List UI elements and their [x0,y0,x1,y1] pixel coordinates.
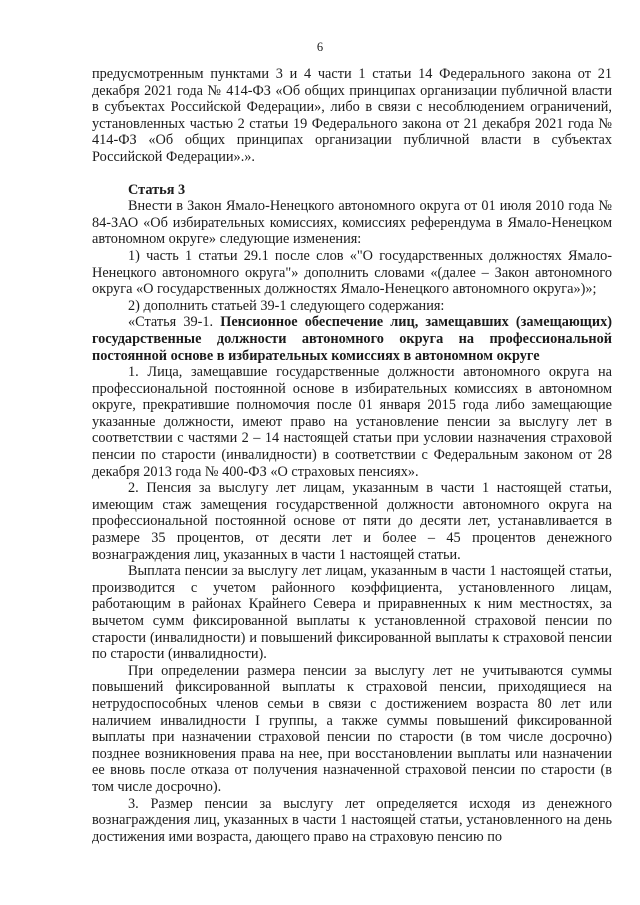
paragraph-item-1: 1) часть 1 статьи 29.1 после слов «"О государственных должностях Ямало-Ненецкого автономного округа"» дополнить словами «(далее – Закон автономного округа «О государственных должностях Ямало-Ненецкого автономного округа»)»; [92,247,612,298]
paragraph-part-3: 3. Размер пенсии за выслугу лет определяется исходя из денежного вознаграждения лиц, указанных в части 1 настоящей статьи, установленного на день достижения ими возраста, дающего право на страховую пенсию по [92,795,612,845]
paragraph-calculation: При определении размера пенсии за выслугу лет не учитываются суммы повышений фиксированной выплаты к страховой пенсии, приходящиеся на нетрудоспособных членов семьи в связи с достижением возраста 80 лет или наличием инвалидности I группы, а также суммы повышений фиксированной выплаты при назначении страховой пенсии по старости (в том числе досрочно) позднее возникновения права на нее, при восстановлении выплаты или назначении ее вновь после отказа от получения назначенной страховой пенсии по старости (в том числе досрочно). [92,662,612,795]
article-39-1-heading: Пенсионное обеспечение лиц, замещавших (замещающих) государственные должности автономного округа на профессиональной постоянной основе в избирательных комиссиях в автономном округе [92,314,612,364]
paragraph-payment: Выплата пенсии за выслугу лет лицам, указанным в части 1 настоящей статьи, производится с учетом районного коэффициента, установленного лицам, работающим в районах Крайнего Севера и приравненных к ним местностях, за вычетом сумм фиксированной выплаты к установленной страховой пенсии по старости (инвалидности) и повышений фиксированной выплаты к страховой пенсии по старости (инвалидности). [92,563,612,663]
paragraph-intro: Внести в Закон Ямало-Ненецкого автономного округа от 01 июля 2010 года № 84-ЗАО «Об избирательных комиссиях, комиссиях референдума в Ямало-Ненецком автономном округе» следующие изменения: [92,198,612,248]
paragraph-part-1: 1. Лица, замещавшие государственные должности автономного округа на профессиональной постоянной основе в избирательных комиссиях в автономном округе, прекратившие полномочия после 01 января 2015 года либо замещающие указанные должности, имеют право на установление пенсии за выслугу лет в соответствии с частями 2 – 14 настоящей статьи при условии назначения страховой пенсии по старости (инвалидности) в соответствии с Федеральным законом от 28 декабря 2013 года № 400-ФЗ «О страховых пенсиях». [92,364,612,480]
article-heading: Статья 3 [128,181,186,198]
page-number: 6 [316,40,324,54]
paragraph-item-2: 2) дополнить статьей 39-1 следующего содержания: [128,297,445,314]
paragraph-part-2: 2. Пенсия за выслугу лет лицам, указанным в части 1 настоящей статьи, имеющим стаж замещения государственной должности автономного округа на профессиональной постоянной основе от пяти до десяти лет, устанавливается в размере 35 процентов, от десяти лет и более – 45 процентов денежного вознаграждения лиц, указанных в части 1 настоящей статьи. [92,480,612,563]
article-39-1-label: «Статья 39-1. [128,314,221,331]
paragraph-article-39-1-title [92,314,612,364]
document-body [92,66,612,845]
paragraph-continuation: предусмотренным пунктами 3 и 4 части 1 статьи 14 Федерального закона от 21 декабря 2021 года № 414-ФЗ «Об общих принципах организации публичной власти в субъектах Российской Федерации», либо в связи с несоблюдением ограничений, установленных частью 2 статьи 19 Федерального закона от 21 декабря 2021 года № 414-ФЗ «Об общих принципах организации публичной власти в субъектах Российской Федерации».». [92,66,612,165]
